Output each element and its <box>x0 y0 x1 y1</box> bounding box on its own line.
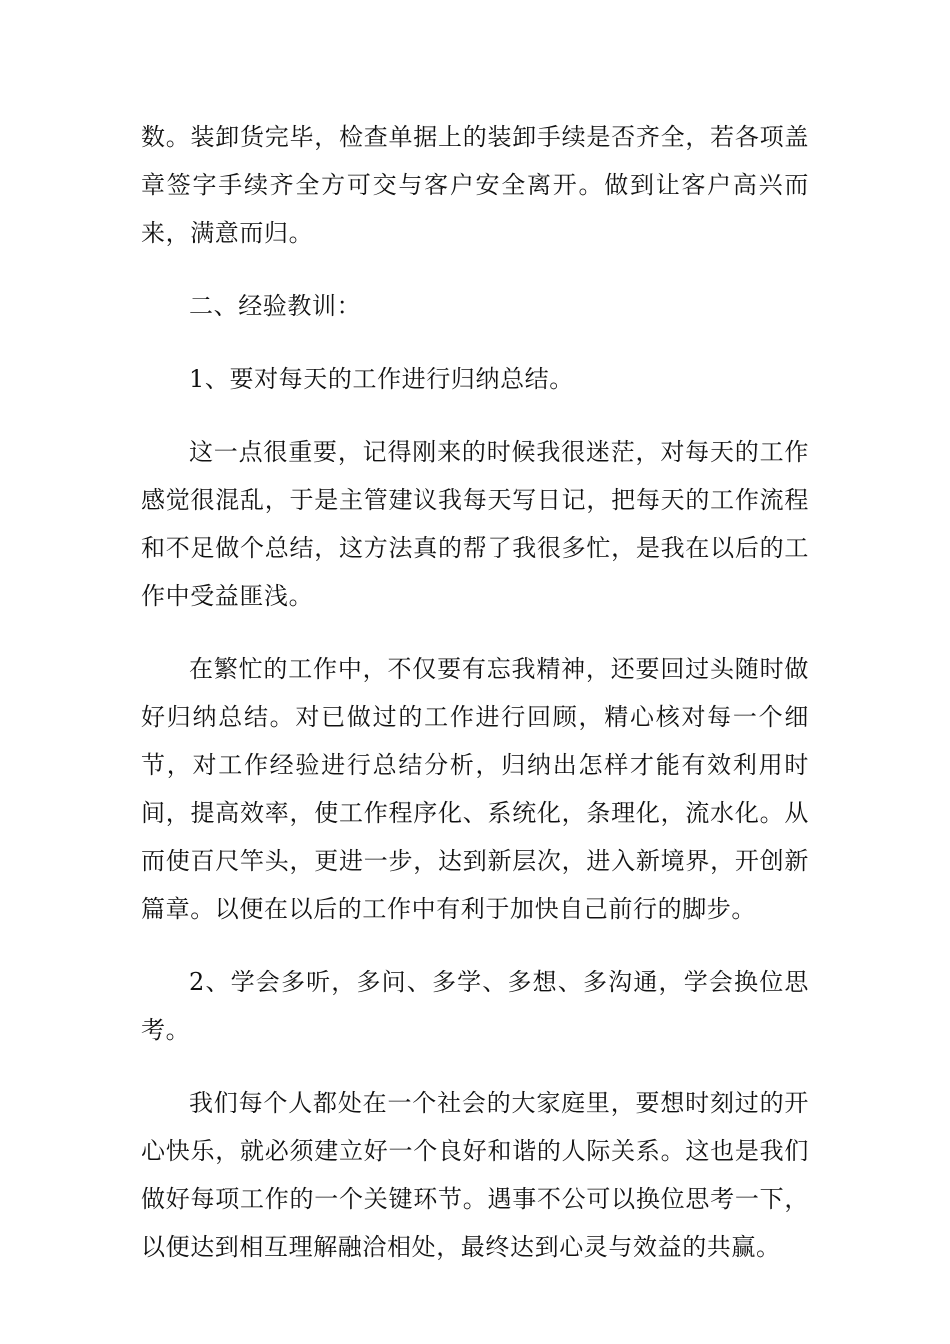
paragraph-point-1-b: 在繁忙的工作中，不仅要有忘我精神，还要回过头随时做好归纳总结。对已做过的工作进行回顾，精心核对每一个细节，对工作经验进行总结分析，归纳出怎样才能有效利用时间，提高效率，使工作程序化、系统化，条理化，流水化。从而使百尺竿头，更进一步，达到新层次，进入新境界，开创新篇章。以便在以后的工作中有利于加快自己前行的脚步。 <box>141 655 809 923</box>
document-body <box>141 113 809 1296</box>
point-heading-1: 1、要对每天的工作进行归纳总结。 <box>189 365 574 393</box>
paragraph-point-1-a: 这一点很重要，记得刚来的时候我很迷茫，对每天的工作感觉很混乱，于是主管建议我每天写日记，把每天的工作流程和不足做个总结，这方法真的帮了我很多忙，是我在以后的工作中受益匪浅。 <box>141 438 809 610</box>
paragraph-continuation: 数。装卸货完毕，检查单据上的装卸手续是否齐全，若各项盖章签字手续齐全方可交与客户安全离开。做到让客户高兴而来，满意而归。 <box>141 123 809 247</box>
point-heading-2: 2、学会多听，多问、多学、多想、多沟通，学会换位思考。 <box>141 968 809 1044</box>
section-heading-lessons: 二、经验教训： <box>189 292 362 320</box>
paragraph-point-2: 我们每个人都处在一个社会的大家庭里，要想时刻过的开心快乐，就必须建立好一个良好和谐的人际关系。这也是我们做好每项工作的一个关键环节。遇事不公可以换位思考一下，以便达到相互理解融洽相处，最终达到心灵与效益的共赢。 <box>141 1089 809 1261</box>
